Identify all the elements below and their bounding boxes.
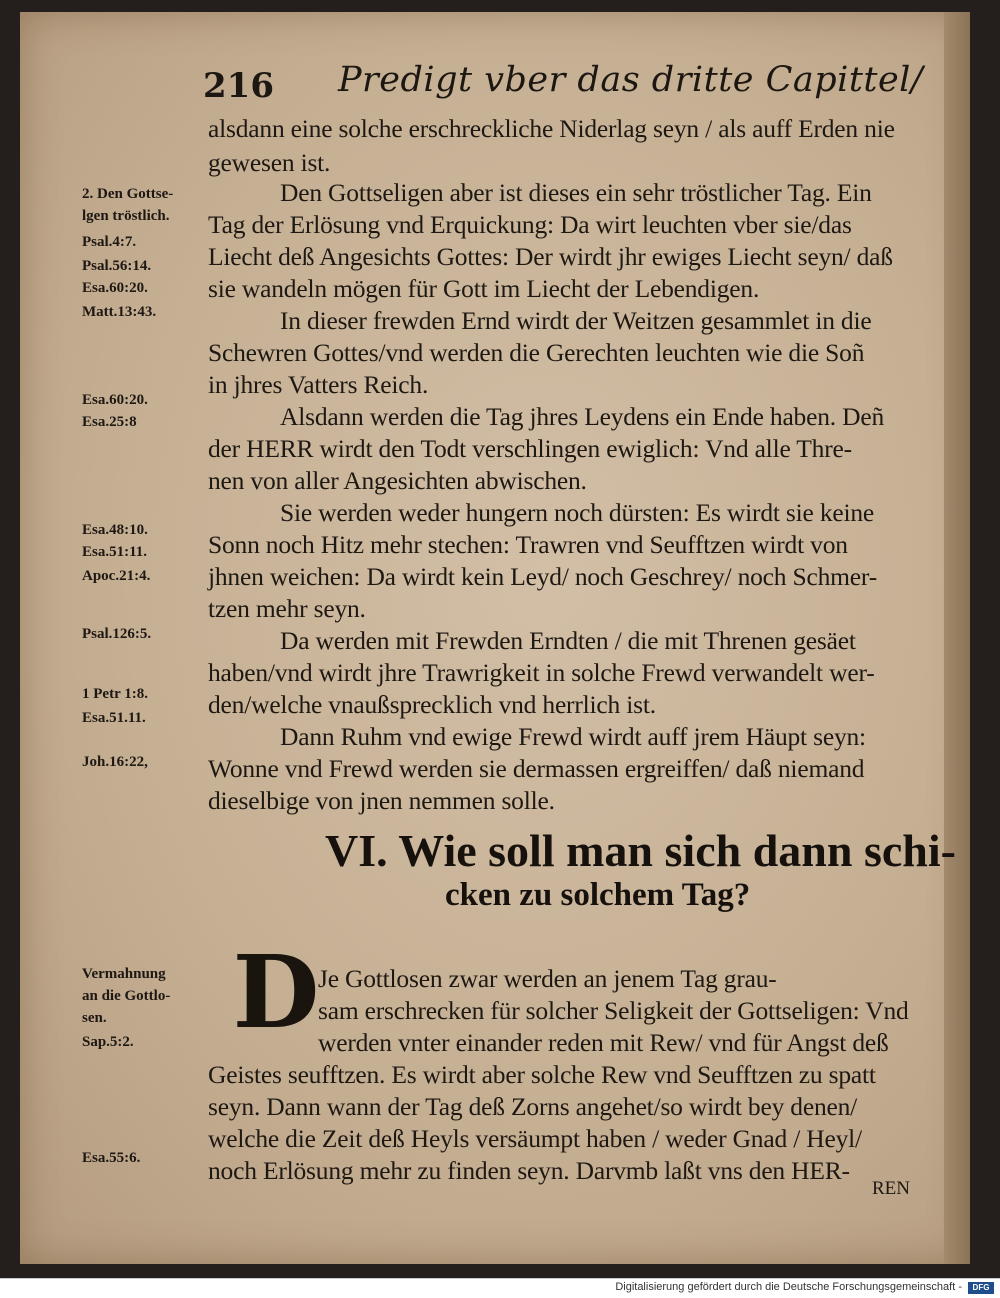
text-line: sie wandeln mögen für Gott im Liecht der Lebendigen. [208,274,760,303]
text-line: Tag der Erlösung vnd Erquickung: Da wirt leuchten vber sie/das [208,210,852,239]
margin-note: 2. Den Gottse- [82,186,174,202]
text-line: seyn. Dann wann der Tag deß Zorns angehet/so wirdt bey denen/ [208,1092,858,1121]
text-line: sam erschrecken für solcher Seligkeit der Gottseligen: Vnd [318,996,909,1025]
margin-note: Matt.13:43. [82,304,157,320]
text-line: noch Erlösung mehr zu finden seyn. Darvmb laßt vns den HER- [208,1156,850,1185]
book-page [20,12,970,1264]
margin-note: Esa.25:8 [82,414,137,430]
margin-note: Apoc.21:4. [82,568,151,584]
text-line: Sonn noch Hitz mehr stechen: Trawren vnd Seufftzen wirdt von [208,530,848,559]
text-line: Dann Ruhm vnd ewige Frewd wirdt auff jrem Häupt seyn: [280,722,866,751]
text-line: Wonne vnd Frewd werden sie dermassen ergreiffen/ daß niemand [208,754,865,783]
text-line: Geistes seufftzen. Es wirdt aber solche Rew vnd Seufftzen zu spatt [208,1060,876,1089]
margin-note: Esa.51:11. [82,544,148,560]
margin-note: Vermahnung [82,966,166,982]
text-line: den/welche vnaußsprecklich vnd herrlich ist. [208,690,656,719]
margin-note: Esa.55:6. [82,1150,141,1166]
text-line: In dieser frewden Ernd wirdt der Weitzen gesammlet in die [280,306,872,335]
page-header [20,60,970,110]
margin-note: Psal.126:5. [82,626,152,642]
catchword: REN [872,1178,910,1199]
text-line: jhnen weichen: Da wirdt kein Leyd/ noch Geschrey/ noch Schmer- [208,562,877,591]
section-heading: VI. Wie soll man sich dann schi- [325,825,956,876]
text-line: tzen mehr seyn. [208,594,366,623]
text-line: dieselbige von jnen nemmen solle. [208,786,555,815]
margin-note: Psal.56:14. [82,258,152,274]
dfg-logo: DFG [968,1282,994,1294]
margin-note: Esa.60:20. [82,280,148,296]
running-head: Predigt vber das dritte Capittel/ [338,60,924,100]
text-line: werden vnter einander reden mit Rew/ vnd für Angst deß [318,1028,889,1057]
text-line: Alsdann werden die Tag jhres Leydens ein Ende haben. Deñ [280,402,885,431]
text-line: Sie werden weder hungern noch dürsten: Es wirdt sie keine [280,498,875,527]
margin-note: Psal.4:7. [82,234,137,250]
page-edge [944,12,970,1264]
margin-note: Esa.60:20. [82,392,148,408]
text-line: Liecht deß Angesichts Gottes: Der wirdt jhr ewiges Liecht seyn/ daß [208,242,893,271]
margin-note: an die Gottlo- [82,988,171,1004]
footer-bar [0,1278,1000,1298]
text-line: in jhres Vatters Reich. [208,370,429,399]
text-line: Den Gottseligen aber ist dieses ein sehr tröstlicher Tag. Ein [280,178,872,207]
margin-note: Esa.51.11. [82,710,146,726]
text-line: nen von aller Angesichten abwischen. [208,466,587,495]
text-line: Schewren Gottes/vnd werden die Gerechten leuchten wie die Soñ [208,338,865,367]
text-line: Je Gottlosen zwar werden an jenem Tag grau- [318,964,777,993]
margin-note: lgen tröstlich. [82,208,170,224]
margin-note: Joh.16:22, [82,754,148,770]
margin-note: 1 Petr 1:8. [82,686,148,702]
text-line: haben/vnd wirdt jhre Trawrigkeit in solche Frewd verwandelt wer- [208,658,875,687]
drop-cap: D [232,933,320,1051]
section-heading-continuation: cken zu solchem Tag? [445,877,751,913]
text-line: alsdann eine solche erschreckliche Niderlag seyn / als auff Erden nie [208,114,895,143]
margin-note: Sap.5:2. [82,1034,134,1050]
footer-credit: Digitalisierung gefördert durch die Deutsche Forschungsgemeinschaft - [615,1281,962,1293]
text-line: der HERR wirdt den Todt verschlingen ewiglich: Vnd alle Thre- [208,434,852,463]
text-line: Da werden mit Frewden Erndten / die mit Threnen gesäet [280,626,856,655]
page-number: 216 [203,66,274,106]
text-line: gewesen ist. [208,148,331,177]
margin-note: Esa.48:10. [82,522,148,538]
margin-note: sen. [82,1010,107,1026]
text-line: welche die Zeit deß Heyls versäumpt haben / weder Gnad / Heyl/ [208,1124,862,1153]
